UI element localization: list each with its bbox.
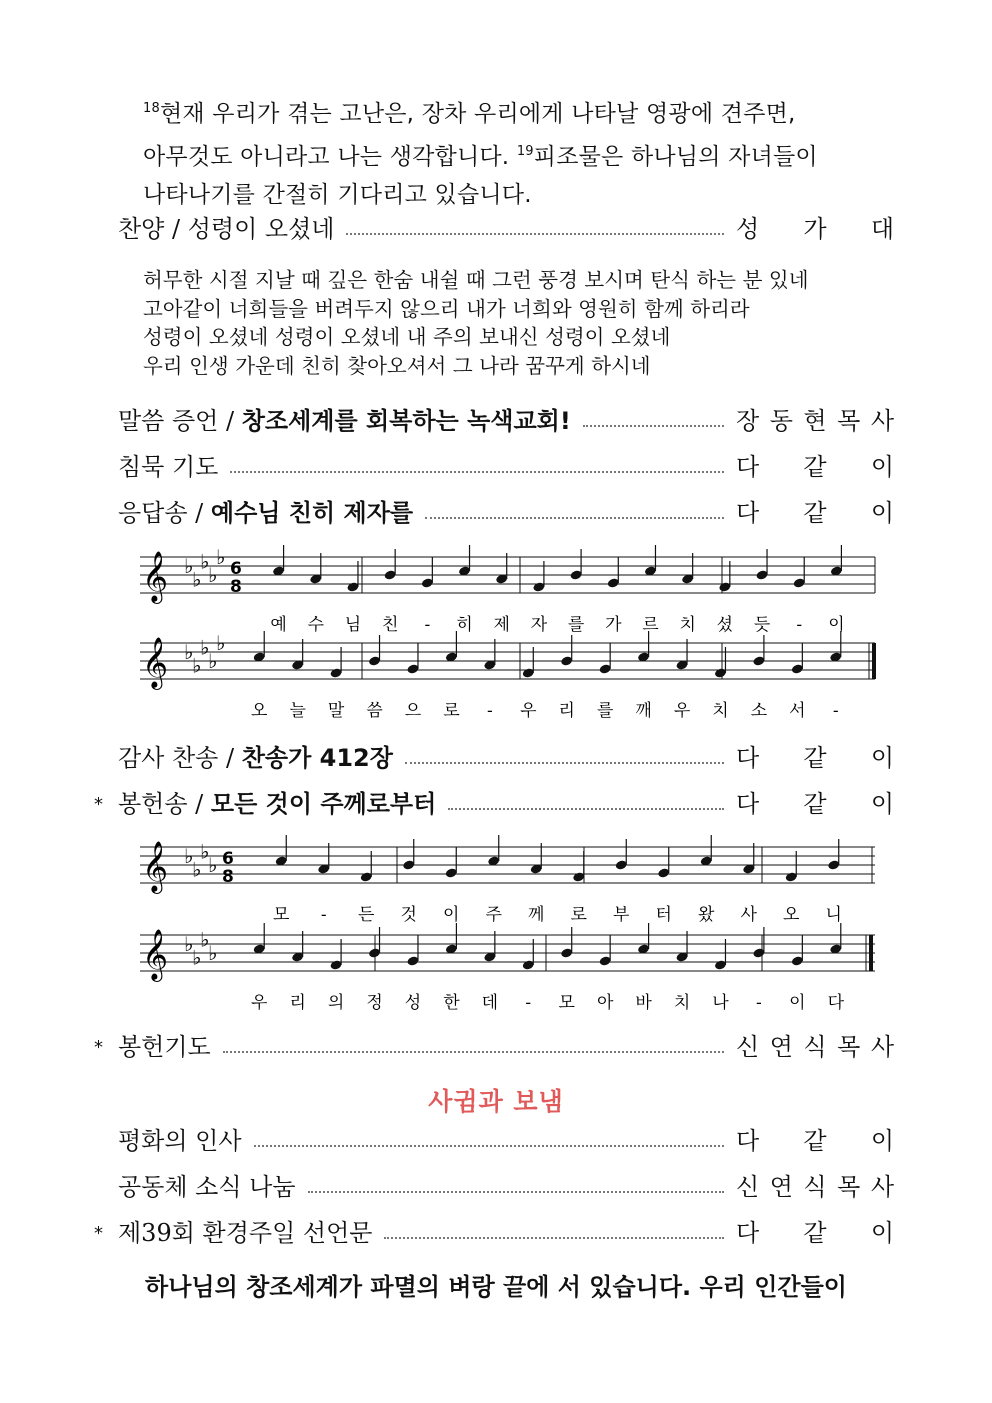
- lyrics-line: 허무한 시절 지날 때 깊은 한숨 내쉴 때 그런 풍경 보시며 탄식 하는 분 있네: [143, 268, 809, 292]
- lyric-syllable: 로: [443, 701, 460, 721]
- time-signature-numerator: 6: [222, 849, 234, 869]
- response-song-title: 예수님 친히 제자를: [210, 499, 414, 527]
- verse-line-3: 나타나기를 간절히 기다리고 있습니다.: [143, 182, 532, 208]
- lyric-syllable: 사: [740, 905, 757, 925]
- flat-sign-icon: ♭: [208, 941, 218, 965]
- flat-sign-icon: ♭: [208, 649, 218, 673]
- verse-line-2: 아무것도 아니라고 나는 생각합니다. $^{19}$피조물은 하나님의 자녀들이: [143, 144, 818, 170]
- treble-clef-icon: 𝄞: [142, 929, 169, 980]
- flat-sign-icon: ♭: [216, 545, 226, 569]
- dot-leader: [308, 1191, 724, 1193]
- flat-sign-icon: ♭: [200, 927, 210, 952]
- lyric-syllable: 오: [251, 701, 268, 721]
- declaration-text: 하나님의 창조세계가 파멸의 벼랑 끝에 서 있습니다. 우리 인간들이: [145, 1273, 847, 1301]
- service-item-declaration: * 제39회 환경주일 선언문 다 같 이: [118, 1212, 894, 1248]
- lyric-syllable: 터: [655, 905, 672, 925]
- final-barline: [872, 643, 876, 679]
- lyric-syllable: 치: [673, 993, 691, 1013]
- dot-leader: [223, 1051, 724, 1053]
- lyric-syllable: 셨: [716, 615, 734, 635]
- service-item-response-song: 응답송 / 예수님 친히 제자를 다 같 이: [118, 492, 894, 528]
- lyric-syllable: 부: [613, 905, 630, 925]
- service-item-offering-song: * 봉헌송 / 모든 것이 주께로부터 다 같 이: [118, 783, 894, 819]
- lyric-syllable: 늘: [289, 701, 306, 721]
- offering-song-title: 모든 것이 주께로부터: [210, 790, 437, 818]
- lyric-syllable: 깨: [635, 701, 652, 721]
- flat-sign-icon: ♭: [200, 635, 210, 660]
- lyric-syllable: 예: [270, 615, 287, 635]
- service-item-community-news: 공동체 소식 나눔 신 연 식 목 사: [118, 1166, 894, 1202]
- lyric-syllable: 모: [558, 993, 575, 1013]
- asterisk-mark: *: [94, 794, 103, 815]
- verse-number-19: 19: [516, 144, 534, 159]
- treble-clef-icon: 𝄞: [142, 551, 169, 602]
- flat-sign-icon: ♭: [216, 631, 226, 655]
- dot-leader: [254, 1145, 724, 1147]
- lyric-syllable: 든: [358, 905, 375, 925]
- asterisk-mark: *: [94, 1037, 103, 1058]
- lyric-syllable: 모: [273, 905, 290, 925]
- treble-clef-icon: 𝄞: [142, 841, 169, 892]
- lyric-syllable: 가: [605, 615, 622, 635]
- lyric-syllable: 성: [404, 993, 422, 1013]
- lyric-syllable: -: [525, 993, 532, 1013]
- lyric-syllable: 로: [570, 905, 587, 925]
- lyric-syllable: -: [796, 615, 803, 635]
- lyric-syllable: 서: [789, 701, 806, 721]
- dot-leader: [384, 1237, 724, 1239]
- lyric-syllable: 니: [825, 905, 842, 925]
- lyrics-line: 고아같이 너희들을 버려두지 않으리 내가 너희와 영원히 함께 하리라: [143, 296, 750, 321]
- lyric-syllable: 께: [528, 905, 545, 925]
- flat-sign-icon: ♭: [200, 839, 210, 864]
- flat-sign-icon: ♭: [192, 945, 202, 970]
- leader: 신 연 식 목 사: [736, 1173, 894, 1201]
- lyric-syllable: -: [832, 701, 839, 721]
- lyric-syllable: 를: [596, 701, 614, 721]
- verse-number-18: 18: [143, 101, 160, 116]
- lyric-syllable: -: [756, 993, 762, 1013]
- lyric-syllable: 우: [520, 701, 537, 721]
- flat-sign-icon: ♭: [192, 653, 202, 678]
- lyrics-line: 성령이 오셨네 성령이 오셨네 내 주의 보내신 성령이 오셨네: [143, 325, 671, 349]
- lyric-syllable: 한: [443, 993, 460, 1013]
- dot-leader: [448, 808, 724, 810]
- sermon-title: 창조세계를 회복하는 녹색교회!: [241, 407, 571, 435]
- dot-leader: [405, 762, 724, 764]
- lyric-syllable: 이: [828, 615, 845, 635]
- leader: 신 연 식 목 사: [736, 1033, 894, 1061]
- lyric-syllable: 데: [481, 993, 499, 1013]
- lyric-syllable: 히: [456, 615, 473, 635]
- lyric-syllable: 오: [783, 905, 800, 925]
- lyric-syllable: 이: [443, 905, 460, 925]
- lyric-syllable: -: [320, 905, 327, 925]
- lyric-syllable: 를: [567, 615, 585, 635]
- time-signature-denominator: 8: [230, 577, 242, 597]
- lyric-syllable: 정: [366, 993, 383, 1013]
- flat-sign-icon: ♭: [200, 549, 210, 574]
- lyric-syllable: 친: [381, 615, 399, 635]
- lyric-syllable: 수: [307, 615, 324, 635]
- leader: 성 가 대: [736, 215, 894, 243]
- lyric-syllable: -: [486, 701, 493, 721]
- service-item-thanks-hymn: 감사 찬송 / 찬송가 412장 다 같 이: [118, 737, 894, 773]
- verse-line-1: $^{18}$현재 우리가 겪는 고난은, 장차 우리에게 나타날 영광에 견주면,: [143, 101, 796, 127]
- asterisk-mark: *: [94, 1223, 103, 1244]
- flat-sign-icon: ♭: [208, 853, 218, 877]
- lyric-syllable: 리: [558, 701, 575, 721]
- lyric-syllable: 리: [289, 993, 306, 1013]
- lyric-syllable: 나: [712, 993, 729, 1013]
- lyric-syllable: 다: [827, 993, 844, 1013]
- service-item-silent-prayer: 침묵 기도 다 같 이: [118, 446, 894, 482]
- lyric-syllable: 님: [344, 615, 362, 635]
- flat-sign-icon: ♭: [184, 844, 194, 868]
- leader: 다 같 이: [736, 499, 894, 527]
- lyric-syllable: 것: [400, 905, 417, 925]
- lyric-syllable: 으: [404, 701, 422, 721]
- service-item-peace-greeting: 평화의 인사 다 같 이: [118, 1120, 894, 1156]
- lyric-syllable: 바: [635, 993, 652, 1013]
- lyric-syllable: 치: [679, 615, 696, 635]
- lyric-syllable: 우: [251, 993, 268, 1013]
- flat-sign-icon: ♭: [208, 563, 218, 587]
- lyric-syllable: 제: [493, 615, 510, 635]
- service-item-sermon: 말씀 증언 / 창조세계를 회복하는 녹색교회! 장 동 현 목 사: [118, 400, 894, 436]
- lyric-syllable: 우: [673, 701, 691, 721]
- lyric-syllable: 아: [596, 993, 614, 1013]
- service-item-offering-prayer: * 봉헌기도 신 연 식 목 사: [118, 1026, 894, 1062]
- section-title: 사귐과 보냄: [428, 1087, 564, 1116]
- flat-sign-icon: ♭: [184, 932, 194, 956]
- leader: 다 같 이: [736, 744, 894, 772]
- leader: 다 같 이: [736, 1127, 894, 1155]
- time-signature-denominator: 8: [222, 867, 234, 887]
- lyric-syllable: 왔: [698, 905, 715, 925]
- lyric-syllable: 이: [789, 993, 806, 1013]
- flat-sign-icon: ♭: [192, 567, 202, 592]
- lyric-syllable: 르: [642, 615, 659, 635]
- hymn-title: 찬송가 412장: [241, 744, 393, 772]
- flat-sign-icon: ♭: [192, 857, 202, 882]
- lyric-syllable: 치: [712, 701, 729, 721]
- lyric-syllable: 주: [485, 905, 502, 925]
- time-signature-numerator: 6: [230, 559, 242, 579]
- leader: 장 동 현 목 사: [736, 407, 894, 435]
- leader: 다 같 이: [736, 790, 894, 818]
- lyrics-line: 우리 인생 가운데 친히 찾아오셔서 그 나라 꿈꾸게 하시네: [143, 353, 651, 378]
- lyric-syllable: 소: [750, 701, 768, 721]
- lyric-syllable: 말: [327, 701, 345, 721]
- final-barline: [869, 935, 873, 971]
- flat-sign-icon: ♭: [184, 554, 194, 578]
- lyric-syllable: 듯: [753, 615, 771, 635]
- flat-sign-icon: ♭: [184, 640, 194, 664]
- lyric-syllable: 씀: [366, 701, 383, 721]
- lyric-syllable: -: [424, 615, 431, 635]
- leader: 다 같 이: [736, 1219, 894, 1247]
- lyric-syllable: 자: [530, 615, 548, 635]
- leader: 다 같 이: [736, 453, 894, 481]
- lyric-syllable: 의: [327, 993, 345, 1013]
- service-item-praise: 찬양 / 성령이 오셨네 성 가 대: [118, 208, 894, 244]
- treble-clef-icon: 𝄞: [142, 637, 169, 688]
